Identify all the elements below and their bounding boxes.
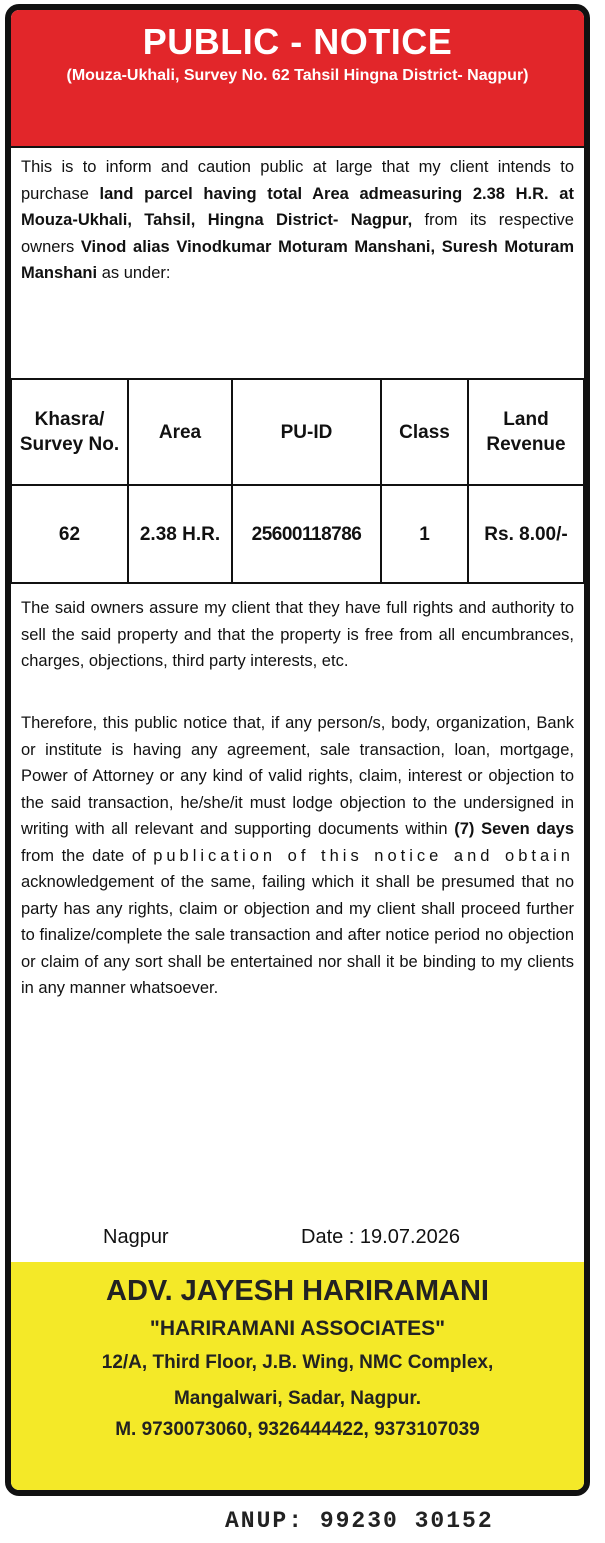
firm-name: "HARIRAMANI ASSOCIATES" (149, 1317, 446, 1340)
objection-spaced-text: publication of this notice and obtain (153, 846, 574, 865)
intro-bold-1: land parcel having total Area admeasuring 2.38 H.R. at Mouza-Ukhali, Tahsil, Hingna District- Nagpur, (21, 184, 574, 229)
objection-text-3: acknowledgement of the same, failing which it shall be presumed that no party has any rights, claim or objection and my client shall proceed further to finalize/complete the sale transaction and after notice period no objection or claim of any sort shall be entertained nor shall it be binding to my clients in any manner whatsoever. (21, 873, 574, 997)
objection-text-1: Therefore, this public notice that, if any person/s, body, organization, Bank or institute is having any agreement, sale transaction, loan, mortgage, Power of Attorney or any kind of valid rights, claim, interest or objection to the said transaction, he/she/it must lodge objection to the undersigned in writing with all relevant and supporting documents within (21, 714, 574, 838)
intro-bold-2: Vinod alias Vinodkumar Moturam Manshani, Suresh Moturam Manshani (21, 237, 574, 282)
owners-assurance-paragraph: The said owners assure my client that they have full rights and authority to sell the said property and that the property is free from all encumbrances, charges, objections, third party interests, etc. (21, 599, 574, 670)
intro-text-3: as under: (97, 264, 171, 282)
header-khasra: Khasra/ Survey No. (11, 379, 128, 485)
objection-paragraph (11, 710, 584, 1002)
intro-text-2: from its respective owners (21, 211, 574, 256)
mobile-numbers: M. 9730073060, 9326444422, 9373107039 (115, 1419, 480, 1440)
header-puid: PU-ID (232, 379, 381, 485)
advocate-footer (11, 1262, 584, 1496)
cell-land-revenue: Rs. 8.00/- (468, 485, 584, 583)
ad-code: ANUP: 99230 30152 (225, 1508, 494, 1534)
notice-frame (5, 4, 590, 1496)
notice-title: PUBLIC - NOTICE (142, 21, 453, 62)
advocate-name: ADV. JAYESH HARIRAMANI (106, 1275, 489, 1307)
header-land-revenue: Land Revenue (468, 379, 584, 485)
objection-text-2: from the date of (21, 846, 146, 865)
place-date-row (11, 1226, 584, 1256)
address-line-1: 12/A, Third Floor, J.B. Wing, NMC Complex, (101, 1352, 494, 1373)
address-line-2: Mangalwari, Sadar, Nagpur. (173, 1388, 422, 1409)
place-text: Nagpur (103, 1226, 169, 1248)
header-class: Class (381, 379, 468, 485)
objection-days: (7) Seven days (454, 820, 575, 838)
table-header-row (11, 379, 584, 485)
notice-subtitle: (Mouza-Ukhali, Survey No. 62 Tahsil Hingna District- Nagpur) (66, 67, 529, 84)
table-row (11, 485, 584, 583)
intro-text-1: This is to inform and caution public at large that my client intends to purchase (21, 158, 574, 203)
cell-puid: 25600118786 (232, 485, 381, 583)
header-area: Area (128, 379, 232, 485)
land-table (10, 378, 585, 584)
intro-paragraph (11, 154, 584, 287)
cell-class: 1 (381, 485, 468, 583)
cell-survey-no: 62 (11, 485, 128, 583)
cell-area: 2.38 H.R. (128, 485, 232, 583)
date-text: Date : 19.07.2026 (301, 1226, 461, 1248)
notice-header (11, 10, 584, 148)
